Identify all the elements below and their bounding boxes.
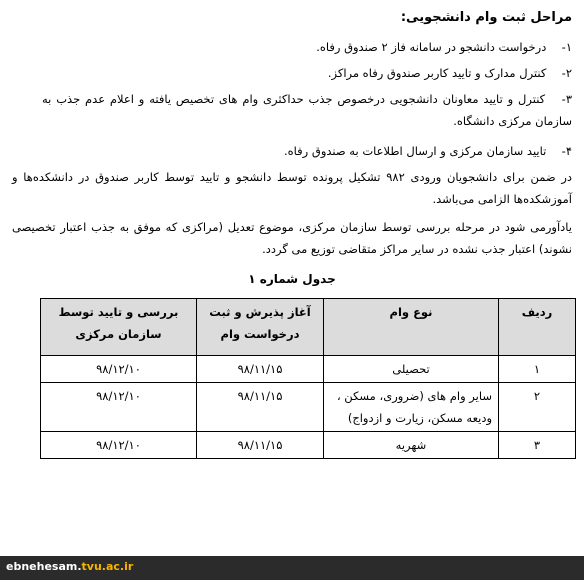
cell-loan-type: تحصیلی [324, 356, 499, 383]
cell-loan-type: شهریه [324, 432, 499, 459]
step-text: تایید سازمان مرکزی و ارسال اطلاعات به صندوق رفاه. [284, 144, 547, 158]
step-number: ۱- [561, 40, 572, 54]
step-2 [42, 62, 572, 84]
step-3 [42, 88, 572, 132]
loan-schedule-table [40, 298, 576, 459]
table-caption: جدول شماره ۱ [248, 272, 336, 286]
cell-review-date: ۹۸/۱۲/۱۰ [41, 432, 197, 459]
cell-radif: ۳ [499, 432, 576, 459]
cell-start-date: ۹۸/۱۱/۱۵ [197, 356, 324, 383]
step-text: کنترل مدارک و تایید کاربر صندوق رفاه مراکز. [327, 66, 547, 80]
cell-start-date: ۹۸/۱۱/۱۵ [197, 432, 324, 459]
step-4 [42, 140, 572, 162]
step-number: ۲- [561, 66, 572, 80]
note-paragraph-2: یادآورمی شود در مرحله بررسی توسط سازمان مرکزی، موضوع تعدیل (مراکزی که موفق به جذب اعتبار تخصیصی نشوند) اعتبار جذب نشده در سایر مراکز متقاضی توزیع می گردد. [12, 220, 572, 256]
header-loan-type: نوع وام [324, 299, 499, 356]
cell-start-date: ۹۸/۱۱/۱۵ [197, 383, 324, 432]
cell-loan-type: سایر وام های (ضروری، مسکن ، ودیعه مسکن، زیارت و ازدواج) [324, 383, 499, 432]
cell-review-date: ۹۸/۱۲/۱۰ [41, 356, 197, 383]
table-row [41, 383, 576, 432]
cell-radif: ۲ [499, 383, 576, 432]
cell-review-date: ۹۸/۱۲/۱۰ [41, 383, 197, 432]
header-review-date: بررسی و تایید توسط سازمان مرکزی [41, 299, 197, 356]
step-text: درخواست دانشجو در سامانه فاز ۲ صندوق رفاه. [316, 40, 547, 54]
document-title: مراحل ثبت وام دانشجویی: [400, 10, 572, 25]
footer-bar [0, 556, 584, 580]
step-1 [42, 36, 572, 58]
header-start-date: آغاز پذیرش و ثبت درخواست وام [197, 299, 324, 356]
table-header-row [41, 299, 576, 356]
table-row [41, 432, 576, 459]
footer-site-url[interactable] [6, 560, 133, 573]
site-prefix: ebnehesam. [6, 560, 82, 573]
cell-radif: ۱ [499, 356, 576, 383]
note-paragraph-1: در ضمن برای دانشجویان ورودی ۹۸۲ تشکیل پرونده توسط دانشجو و تایید توسط کاربر صندوق در دانشکده‌ها و آموزشکده‌ها الزامی می‌باشد. [12, 170, 572, 206]
step-number: ۳- [561, 92, 573, 106]
site-domain: tvu.ac.ir [81, 560, 134, 573]
table-row [41, 356, 576, 383]
header-radif: ردیف [499, 299, 576, 356]
step-text: کنترل و تایید معاونان دانشجویی درخصوص جذب حداکثری وام های تخصیص یافته و اعلام عدم جذب به سازمان مرکزی دانشگاه. [42, 92, 572, 128]
step-number: ۴- [561, 144, 572, 158]
